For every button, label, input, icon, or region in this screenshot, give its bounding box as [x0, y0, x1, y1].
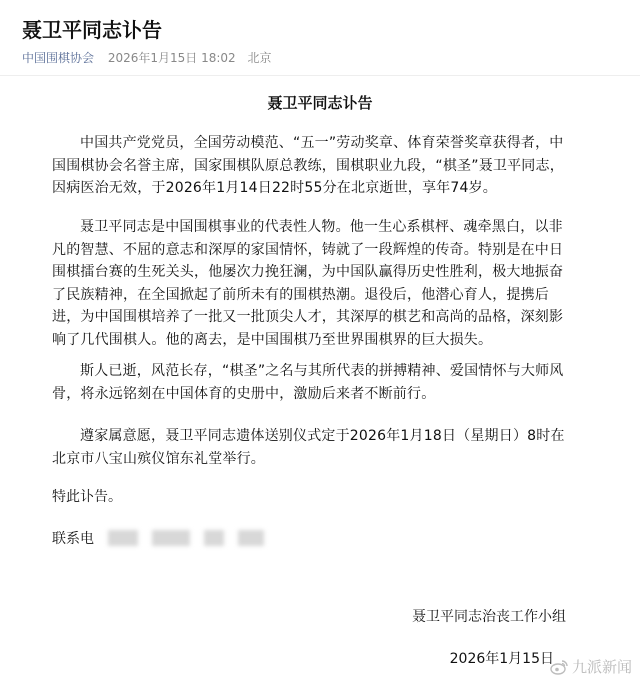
source-link[interactable]: 中国围棋协会 — [22, 51, 95, 65]
paragraph-1: 中国共产党党员，全国劳动模范、“五一”劳动奖章、体育荣誉奖章获得者，中国围棋协会名誉主席，国家围棋队原总教练，围棋职业九段，“棋圣”聂卫平同志，因病医治无效，于2026年1月14日22时55分在北京逝世，享年74岁。 — [52, 135, 564, 196]
watermark — [550, 656, 632, 677]
redacted-block — [108, 530, 138, 546]
article-meta — [22, 49, 280, 66]
publish-time: 2026年1月15日 18:02 — [107, 51, 236, 65]
signer: 聂卫平同志治丧工作小组 — [412, 609, 566, 625]
redacted-block — [238, 530, 264, 546]
contact-label: 联系电 — [52, 531, 94, 547]
redacted-block — [152, 530, 190, 546]
paragraph-2: 聂卫平同志是中国围棋事业的代表性人物。他一生心系棋枰、魂牵黑白，以非凡的智慧、不屈的意志和深厚的家国情怀，铸就了一段辉煌的传奇。特别是在中日围棋擂台赛的生死关头，他屡次力挽狂澜，为中国队赢得历史性胜利，极大地振奋了民族精神，在全国掀起了前所未有的围棋热潮。退役后，他潜心育人，提携后进，为中国围棋培养了一批又一批顶尖人才，其深厚的棋艺和高尚的品格，深刻影响了几代围棋人。他的离去，是中国围棋乃至世界围棋界的巨大损失。 — [52, 219, 564, 348]
contact-line — [52, 528, 264, 548]
watermark-text: 九派新闻 — [571, 658, 632, 676]
paragraph-3: 斯人已逝，风范长存，“棋圣”之名与其所代表的拼搏精神、爱国情怀与大师风骨，将永远铭刻在中国体育的史册中，激励后来者不断前行。 — [52, 363, 564, 402]
weibo-icon — [550, 659, 568, 675]
article-title: 聂卫平同志讣告 — [22, 18, 162, 42]
obituary-image — [0, 76, 640, 679]
paragraph-4: 遵家属意愿，聂卫平同志遗体送别仪式定于2026年1月18日（星期日）8时在北京市八宝山殡仪馆东礼堂举行。 — [52, 428, 565, 467]
publish-location: 北京 — [247, 51, 272, 65]
document-title: 聂卫平同志讣告 — [267, 94, 373, 112]
document-date: 2026年1月15日 — [449, 651, 554, 667]
redacted-block — [204, 530, 224, 546]
closing-line: 特此讣告。 — [52, 489, 122, 505]
